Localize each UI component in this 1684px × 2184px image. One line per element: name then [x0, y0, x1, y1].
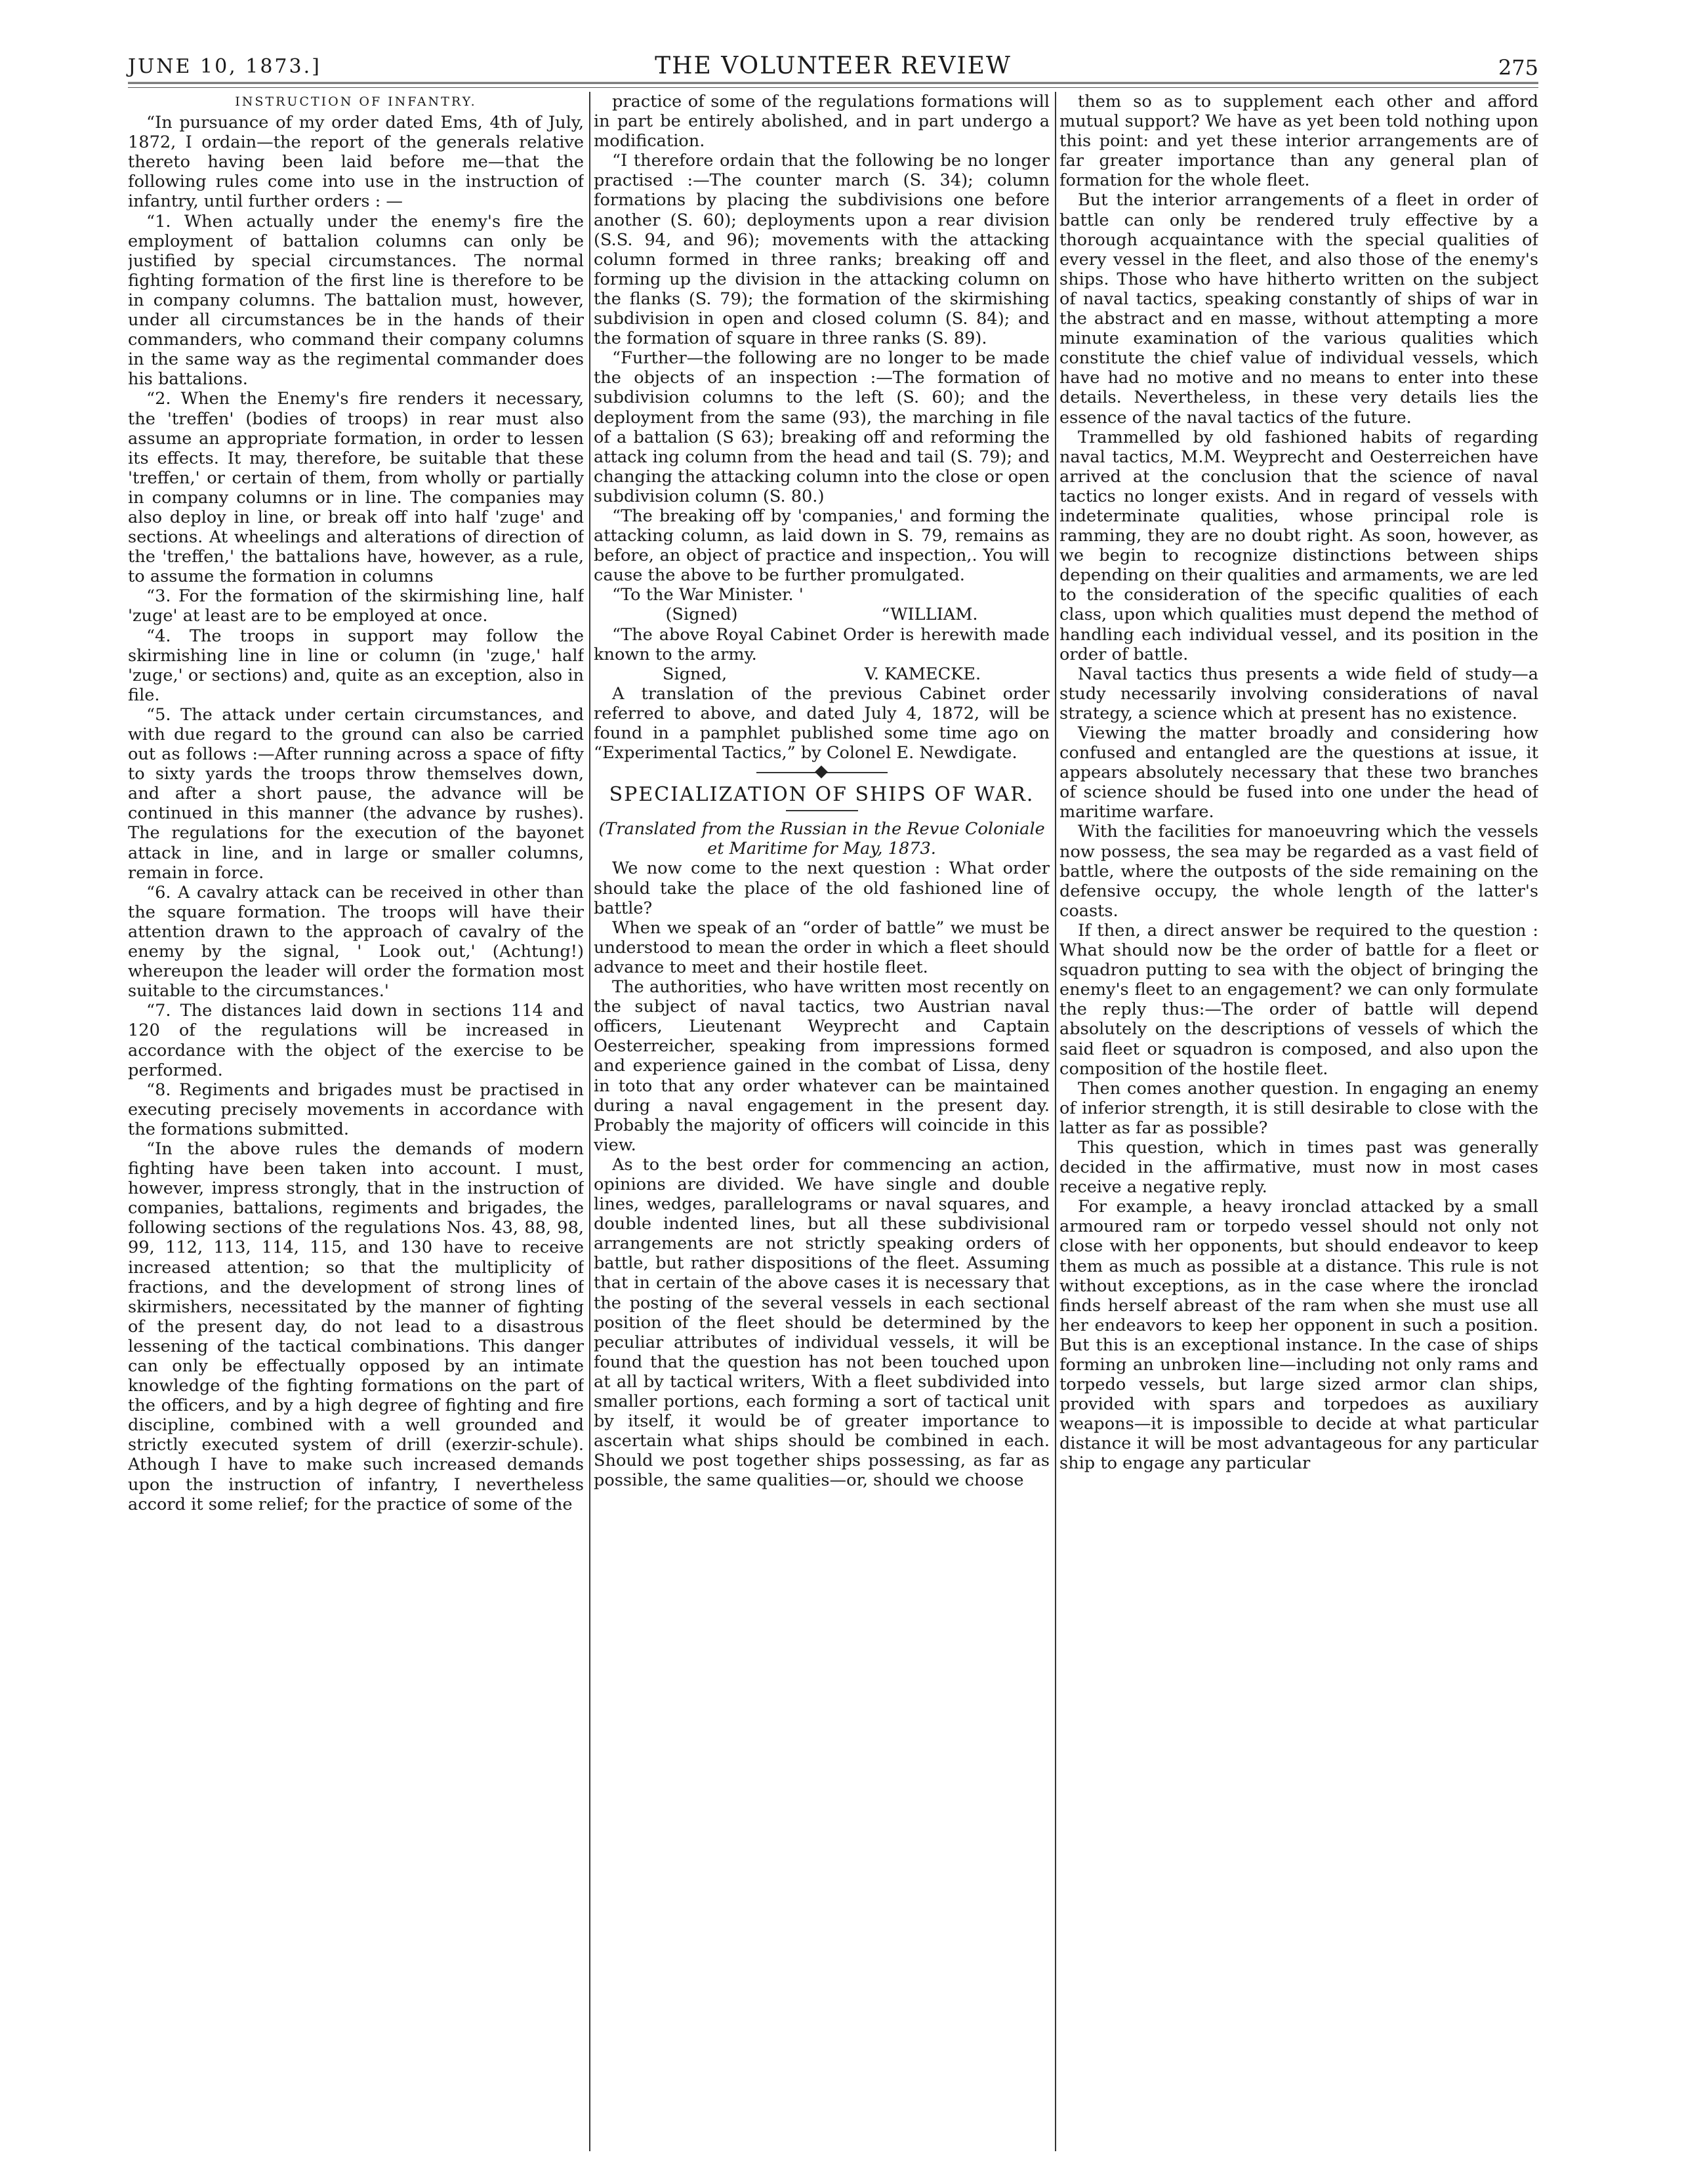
header-date: JUNE 10, 1873.]	[128, 55, 321, 78]
paragraph: The authorities, who have written most recently on the subject of naval tactics, two Austrian naval officers, Lieutenant Weyprecht and Captain Oesterreicher, speaking from impressions formed and experience gained in the combat of Lissa, deny in toto that any order whatever can be maintained during a naval engagement in the present day. Probably the majority of officers will coincide in this view.	[594, 977, 1050, 1155]
ornament-divider	[756, 772, 888, 776]
signature-line	[594, 664, 1050, 684]
paragraph: But the interior arrangements of a fleet in order of battle can only be rendered truly effective by a thorough acquaintance with the special qualities of every vessel in the fleet, and also those of the enemy's ships. Those who have hitherto written on the subject of naval tactics, speaking constantly of ships of war in the abstract and en masse, without attempting a more minute examination of the various qualities which constitute the chief value of individual vessels, which have had no motive and no means to enter into these details. Nevertheless, in these very details lies the essence of the naval tactics of the future.	[1059, 190, 1538, 428]
header-rule-thin	[128, 87, 1538, 88]
translation-note: (Translated from the Russian in the Revue Coloniale et Maritime for May, 1873.	[598, 819, 1045, 859]
paragraph: “The breaking off by 'companies,' and forming the attacking column, as laid down in S. 79, remains as before, an object of practice and inspection,. You will cause the above to be further promulgated.	[594, 506, 1050, 586]
signature-name: “WILLIAM.	[881, 605, 978, 625]
signature-line	[594, 605, 1050, 624]
paragraph: “The above Royal Cabinet Order is herewith made known to the army.	[594, 624, 1050, 664]
paragraph: Viewing the matter broadly and considering how confused and entangled are the questions at issue, it appears absolutely necessary that these two branches of science should be fused into one under the head of maritime warfare.	[1059, 723, 1538, 822]
paragraph: “5. The attack under certain circumstances, and with due regard to the ground can also be carried out as follows :—After running across a space of fifty to sixty yards the troops throw themselves down, and after a short pause, the advance will be continued in this manner (the advance by rushes). The regulations for the execution of the bayonet attack in line, and in large or smaller columns, remain in force.	[128, 704, 584, 883]
paragraph: practice of some of the regulations formations will in part be entirely abolished, and in part undergo a modification.	[594, 92, 1050, 152]
page-header	[128, 52, 1538, 92]
column-divider	[589, 92, 590, 2151]
paragraph: “In the above rules the demands of modern fighting have been taken into account. I must, however, impress strongly, that in the instruction of companies, battalions, regiments and brigades, the following sections of the regulations Nos. 43, 88, 98, 99, 112, 113, 114, 115, and 130 have to receive increased attention; so that the multiplicity of fractions, and the development of strong lines of skirmishers, necessitated by the manner of fighting of the present day, do not lead to a disastrous lessening of the tactical combinations. This danger can only be effectually opposed by an intimate knowledge of the fighting formations on the part of the officers, and by a high degree of fighting and fire discipline, combined with a well grounded and strictly executed system of drill (exerzir-schule). Athough I have to make such increased demands upon the instruction of infantry, I nevertheless accord it some relief; for the practice of some of the	[128, 1139, 584, 1514]
paragraph: “6. A cavalry attack can be received in other than the square formation. The troops will have their attention drawn to the approach of cavalry of the enemy by the signal, ' Look out,' (Achtung!) whereupon the leader will order the formation most suitable to the circumstances.'	[128, 882, 584, 1001]
column-3	[1059, 92, 1538, 2158]
page-number: 275	[1498, 55, 1538, 80]
column-1	[128, 92, 584, 2158]
paragraph: “2. When the Enemy's fire renders it necessary, the 'treffen' (bodies of troops) in rear must also assume an appropriate formation, in order to lessen its effects. It may, therefore, be suitable that these 'treffen,' or certain of them, from wholly or partially in company columns or in line. The companies may also deploy in line, or break off into half 'zuge' and sections. At wheelings and alterations of direction of the 'treffen,' the battalions have, however, as a rule, to assume the formation in columns	[128, 389, 584, 587]
paragraph: When we speak of an “order of battle” we must be understood to mean the order in which a fleet should advance to meet and their hostile fleet.	[594, 918, 1050, 977]
paragraph: Trammelled by old fashioned habits of regarding naval tactics, M.M. Weyprecht and Oesterreichen have arrived at the conclusion that the science of naval tactics no longer exists. And in regard of vessels with indeterminate qualities, whose principal role is ramming, they are no doubt right. As soon, however, as we begin to recognize distinctions between ships depending on their qualities and armaments, we are led to the consideration of the specific qualities of each class, upon which qualities must depend the method of handling each individual vessel, and its position in the order of battle.	[1059, 427, 1538, 664]
paragraph: “1. When actually under the enemy's fire the employment of battalion columns can only be justified by special circumstances. The normal fighting formation of the first line is therefore to be in company columns. The battalion must, however, under all circumstances be in the hands of their commanders, who command their company columns in the same way as the regimental commander does his battalions.	[128, 211, 584, 390]
paragraph: “Further—the following are no longer to be made the objects of an inspection :—The formation of subdivision columns to the left (S. 60); and the deployment from the same (93), the marching in file of a battalion (S 63); breaking off and reforming the attack ing column from the head and tail (S. 79); and changing the attacking column into the close or open subdivision column (S. 80.)	[594, 348, 1050, 506]
column-divider	[1055, 92, 1056, 2151]
paragraph: “3. For the formation of the skirmishing line, half 'zuge' at least are to be employed at once.	[128, 586, 584, 626]
paragraph: “In pursuance of my order dated Ems, 4th of July, 1872, I ordain—the report of the generals relative thereto having been laid before me—that the following rules come into use in the instruction of infantry, until further orders : —	[128, 113, 584, 212]
paragraph: Naval tactics thus presents a wide field of study—a study necessarily involving considerations of naval strategy, a science which at present has no existence.	[1059, 664, 1538, 723]
paragraph: As to the best order for commencing an action, opinions are divided. We have single and double lines, wedges, parallelograms or naval squares, and double indented lines, but all these subdivisional arrangements are not strictly speaking orders of battle, but rather dispositions of the fleet. Assuming that in certain of the above cases it is necessary that the posting of the several vessels in each sectional position of the fleet should be determined by the peculiar attributes of individual vessels, it will be found that the question has not been touched upon at all by tactical writers, With a fleet subdivided into smaller portions, each forming a sort of tactical unit by itself, it would be of greater importance to ascertain what ships should be combined in each. Should we post together ships possessing, as far as possible, the same qualities—or, should we choose	[594, 1154, 1050, 1491]
paragraph: them so as to supplement each other and afford mutual support? We have as yet been told nothing upon this point: and yet these interior arrangements are of far greater importance than any general plan of formation for the whole fleet.	[1059, 92, 1538, 191]
newspaper-title: THE VOLUNTEER REVIEW	[655, 52, 1012, 79]
section-heading: INSTRUCTION OF INFANTRY.	[235, 94, 477, 109]
heading-rule	[786, 810, 858, 811]
paragraph: If then, a direct answer be required to the question : What should now be the order of battle for a fleet or squadron putting to sea with the object of bringing the enemy's fleet to an engagement? we can only formulate the reply thus:—The order of battle will depend absolutely on the descriptions of vessels of which the said fleet or squadron is composed, and also upon the composition of the hostile fleet.	[1059, 920, 1538, 1079]
column-2	[594, 92, 1050, 2158]
paragraph: “8. Regiments and brigades must be practised in executing precisely movements in accordance with the formations submitted.	[128, 1080, 584, 1139]
paragraph: “4. The troops in support may follow the skirmishing line in line or column (in 'zuge,' half 'zuge,' or sections) and, quite as an exception, also in file.	[128, 626, 584, 705]
paragraph: “I therefore ordain that the following be no longer practised :—The counter march (S. 34); column formations by placing the subdivisions one before another (S. 60); deployments upon a rear division (S.S. 94, and 96); movements with the attacking column formed in three ranks; breaking off and forming up the division in the attacking column on the flanks (S. 79); the formation of the skirmishing subdivision in open and closed column (S. 84); and the formation of square in three ranks (S. 89).	[594, 151, 1050, 349]
paragraph: “To the War Minister. '	[612, 585, 804, 605]
paragraph: A translation of the previous Cabinet order referred to above, and dated July 4, 1872, will be found in a pamphlet published some time ago on “Experimental Tactics,” by Colonel E. Newdigate.	[594, 683, 1050, 763]
article-heading: SPECIALIZATION OF SHIPS OF WAR.	[609, 783, 1035, 807]
paragraph: Then comes another question. In engaging an enemy of inferior strength, it is still desirable to close with the latter as far as possible?	[1059, 1078, 1538, 1138]
header-rule	[128, 82, 1538, 84]
paragraph: For example, a heavy ironclad attacked by a small armoured ram or torpedo vessel should not only not close with her opponents, but should endeavor to keep them as much as possible at a distance. This rule is not without exceptions, as in the case where the ironclad finds herself abreast of the ram when she must use all her endeavors to keep her opponent in such a position. But this is an exceptional instance. In the case of ships forming an unbroken line—including not only rams and torpedo vessels, but large sized armor clan ships, provided with spars and torpedoes as auxiliary weapons—it is impossible to decide at what particular distance it will be most advantageous for any particular ship to engage any particular	[1059, 1197, 1538, 1474]
signature-label: Signed,	[662, 664, 728, 684]
signature-name: V. KAMECKE.	[864, 664, 981, 684]
signature-label: (Signed)	[665, 605, 738, 625]
paragraph: “7. The distances laid down in sections 114 and 120 of the regulations will be increased in accordance with the object of the exercise to be performed.	[128, 1001, 584, 1080]
paragraph: We now come to the next question : What order should take the place of the old fashioned line of battle?	[594, 859, 1050, 918]
paragraph: With the facilities for manoeuvring which the vessels now possess, the sea may be regarded as a vast field of battle, where the outposts of the side remaining on the defensive occupy, the whole length of the latter's coasts.	[1059, 822, 1538, 921]
paragraph: This question, which in times past was generally decided in the affirmative, must now in most cases receive a negative reply.	[1059, 1137, 1538, 1198]
